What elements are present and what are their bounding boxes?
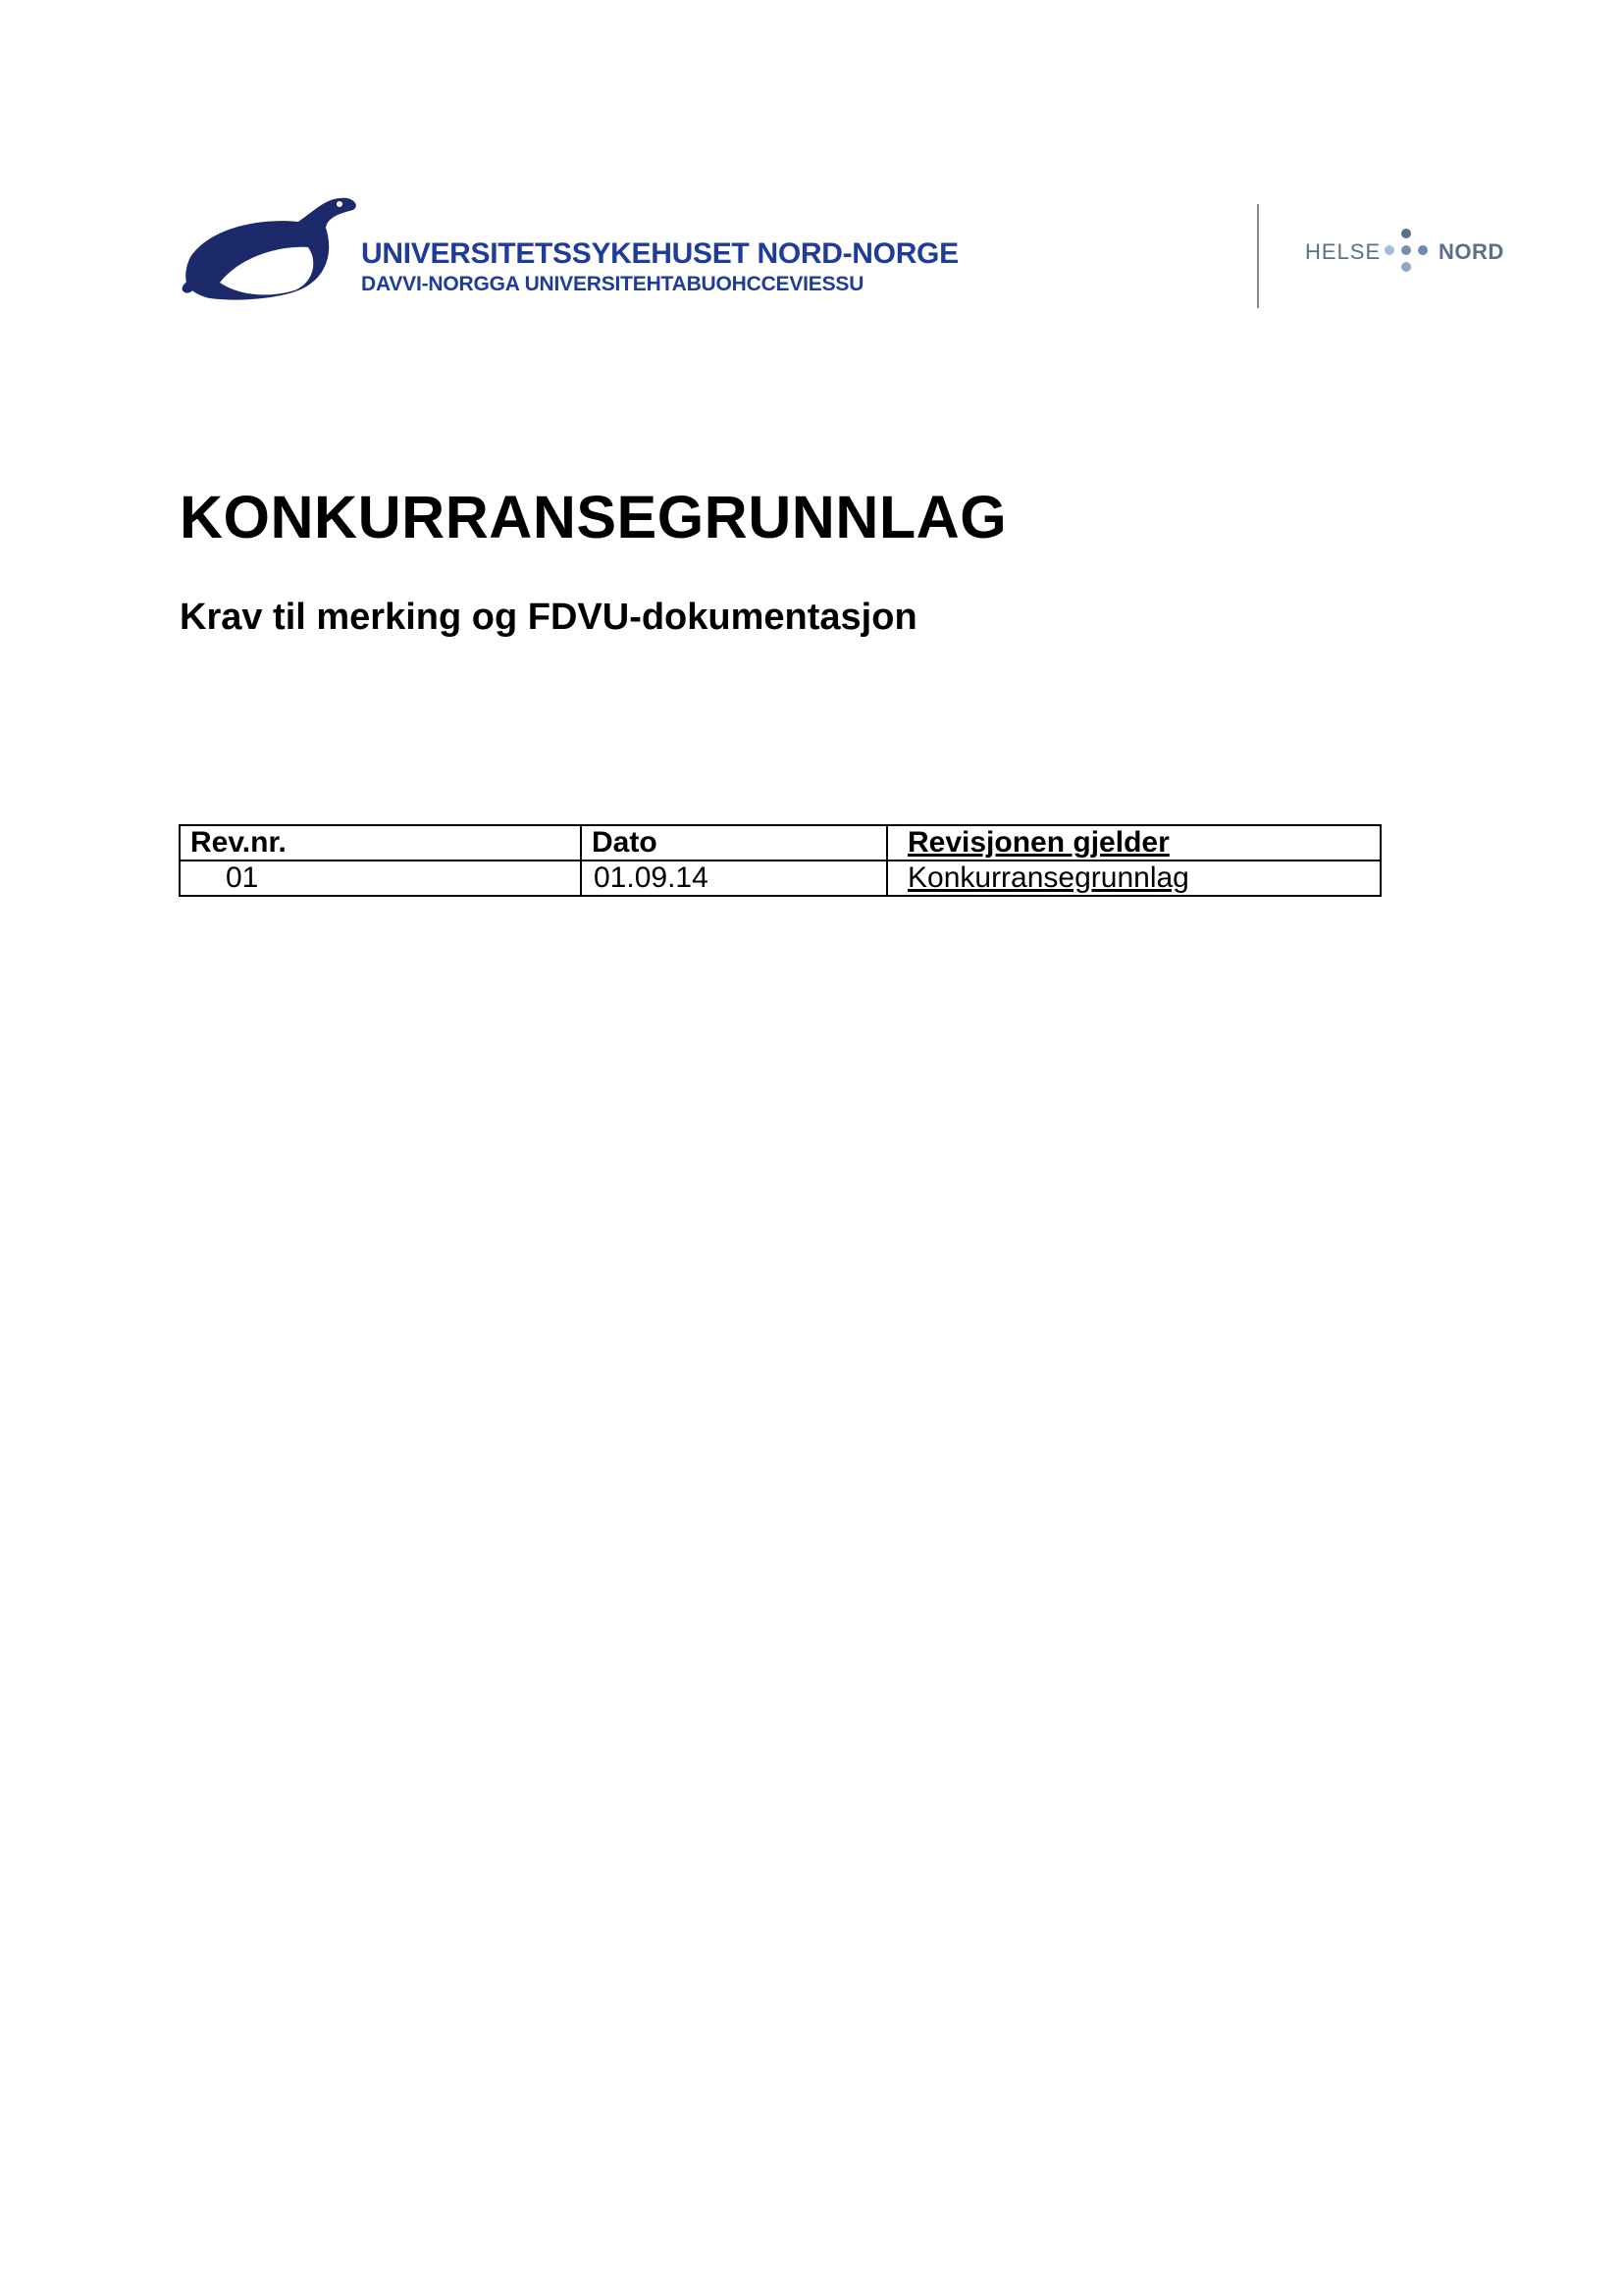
helse-nord-logo xyxy=(1305,226,1511,275)
table-row xyxy=(180,861,1381,896)
cell-rev-nr: 01 xyxy=(180,861,581,896)
table-header-row xyxy=(180,825,1381,861)
logo-line-1: UNIVERSITETSSYKEHUSET NORD-NORGE xyxy=(361,237,959,270)
header-revisjonen-gjelder: Revisjonen gjelder xyxy=(887,825,1381,861)
logo-divider xyxy=(1257,204,1259,308)
cell-dato: 01.09.14 xyxy=(581,861,887,896)
logo-word-nord: NORD xyxy=(1439,239,1504,264)
logo-word-helse: HELSE xyxy=(1305,239,1382,264)
penguin-icon xyxy=(181,188,359,308)
cross-dots-icon xyxy=(1382,226,1431,275)
cell-revisjonen-gjelder: Konkurransegrunnlag xyxy=(887,861,1381,896)
header-rev-nr: Rev.nr. xyxy=(180,825,581,861)
document-title: KONKURRANSEGRUNNLAG xyxy=(180,484,1008,550)
unn-logo xyxy=(181,188,959,316)
logo-line-2: DAVVI-NORGGA UNIVERSITEHTABUOHCCEVIESSU xyxy=(361,273,864,295)
document-subtitle: Krav til merking og FDVU-dokumentasjon xyxy=(180,597,917,638)
revision-table xyxy=(179,824,1382,897)
header-dato: Dato xyxy=(581,825,887,861)
